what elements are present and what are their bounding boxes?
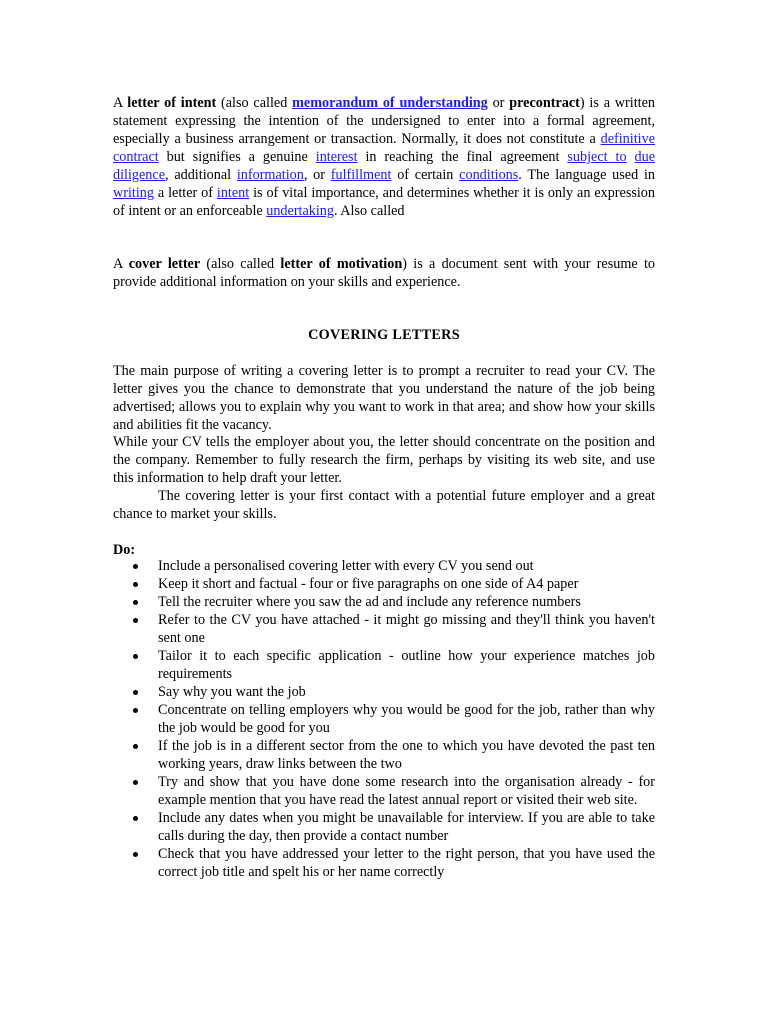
- text-span: A: [113, 95, 128, 111]
- bullet-icon: [133, 600, 138, 605]
- do-list-item-text: Include any dates when you might be unavailable for interview. If you are able to take calls during the day, then provide a contact number: [158, 810, 655, 844]
- do-list-item-text: Refer to the CV you have attached - it might go missing and they'll think you haven't sent one: [158, 612, 655, 646]
- link-fulfillment[interactable]: fulfillment: [330, 167, 392, 183]
- do-list-item-text: Tailor it to each specific application - outline how your experience matches job requirements: [158, 648, 655, 682]
- text-span: The covering letter is your first contact with a potential future employer and a great chance to market your skills.: [113, 488, 655, 522]
- do-list-item: [113, 773, 655, 809]
- bullet-icon: [133, 708, 138, 713]
- link-undertaking[interactable]: undertaking: [266, 203, 334, 219]
- text-span: but signifies a genuine: [158, 149, 316, 165]
- link-contract[interactable]: contract: [113, 149, 159, 165]
- text-span: . Also called: [334, 203, 405, 219]
- text-span: in reaching the final agreement: [357, 149, 568, 165]
- text-span: (also called: [216, 95, 293, 111]
- do-list-item: [113, 809, 655, 845]
- link-interest[interactable]: interest: [315, 149, 358, 165]
- do-list-item: [113, 647, 655, 683]
- main-purpose-paragraph: The main purpose of writing a covering letter is to prompt a recruiter to read your CV. The letter gives you the chance to demonstrate that you understand the nature of the job being advertised; allows you to explain why you want to work in that area; and show how your skills and abilities fit the vacancy.: [113, 363, 655, 433]
- text-span: . The language used in: [518, 167, 655, 183]
- term-letter-of-intent: letter of intent: [127, 95, 217, 111]
- do-list-item-text: Include a personalised covering letter with every CV you send out: [158, 558, 534, 574]
- link-memorandum-of-understanding[interactable]: memorandum of understanding: [292, 95, 488, 111]
- first-contact-paragraph: [113, 487, 655, 523]
- bullet-icon: [133, 690, 138, 695]
- bullet-icon: [133, 618, 138, 623]
- bullet-icon: [133, 780, 138, 785]
- do-list-item-text: Keep it short and factual - four or five paragraphs on one side of A4 paper: [158, 576, 579, 592]
- do-list-item: [113, 737, 655, 773]
- bullet-icon: [133, 582, 138, 587]
- text-span: ) is a document sent with your resume to provide additional information on your skills and experience.: [113, 256, 655, 290]
- text-span: of certain: [391, 167, 460, 183]
- text-span: or: [487, 95, 510, 111]
- do-list-item-text: Try and show that you have done some research into the organisation already - for example mention that you have read the latest annual report or visited their web site.: [158, 774, 655, 808]
- bullet-icon: [133, 654, 138, 659]
- bullet-icon: [133, 744, 138, 749]
- do-list-item-text: Concentrate on telling employers why you would be good for the job, rather than why the job would be good for you: [158, 702, 655, 736]
- text-span: ) is a written statement expressing the intention of the undersigned to enter into a formal agreement, especially a business arrangement or transaction. Normally, it does not constitute a: [113, 95, 655, 147]
- bullet-icon: [133, 816, 138, 821]
- link-conditions[interactable]: conditions: [459, 167, 519, 183]
- do-list-item: [113, 683, 655, 701]
- link-writing[interactable]: writing: [113, 185, 154, 201]
- text-span: a letter of: [153, 185, 217, 201]
- do-list: [113, 557, 655, 881]
- letter-of-intent-paragraph: [113, 94, 655, 220]
- do-list-item-text: Check that you have addressed your letter to the right person, that you have used the correct job title and spelt his or her name correctly: [158, 846, 655, 880]
- bullet-icon: [133, 852, 138, 857]
- do-list-item: [113, 701, 655, 737]
- text-span: A: [113, 256, 129, 272]
- link-information[interactable]: information: [236, 167, 304, 183]
- text-span: is of vital importance, and determines whether it is only an expression of intent or an enforceable: [113, 185, 655, 219]
- bullet-icon: [133, 564, 138, 569]
- text-span: [627, 149, 635, 165]
- section-heading: COVERING LETTERS: [308, 327, 460, 343]
- text-span: (also called: [200, 256, 281, 272]
- cover-letter-paragraph: [113, 255, 655, 291]
- term-precontract: precontract: [509, 95, 580, 111]
- term-cover-letter: cover letter: [128, 256, 201, 272]
- do-list-item: [113, 611, 655, 647]
- do-list-item-text: If the job is in a different sector from the one to which you have devoted the past ten working years, draw links between the two: [158, 738, 655, 772]
- do-list-item: [113, 593, 655, 611]
- link-subject-to[interactable]: subject to: [567, 149, 627, 165]
- do-list-item-text: Tell the recruiter where you saw the ad and include any reference numbers: [158, 594, 581, 610]
- do-label: Do:: [113, 542, 136, 558]
- do-list-item: [113, 575, 655, 593]
- do-list-item: [113, 557, 655, 575]
- link-definitive[interactable]: definitive: [600, 131, 655, 147]
- link-due-diligence[interactable]: due diligence: [113, 149, 655, 183]
- link-intent[interactable]: intent: [216, 185, 250, 201]
- do-list-item-text: Say why you want the job: [158, 684, 306, 700]
- do-list-item: [113, 845, 655, 881]
- term-letter-of-motivation: letter of motivation: [280, 256, 403, 272]
- text-span: , or: [303, 167, 331, 183]
- text-span: , additional: [165, 167, 237, 183]
- cv-vs-letter-paragraph: While your CV tells the employer about you, the letter should concentrate on the position and the company. Remember to fully research the firm, perhaps by visiting its web site, and use this information to help draft your letter.: [113, 434, 655, 486]
